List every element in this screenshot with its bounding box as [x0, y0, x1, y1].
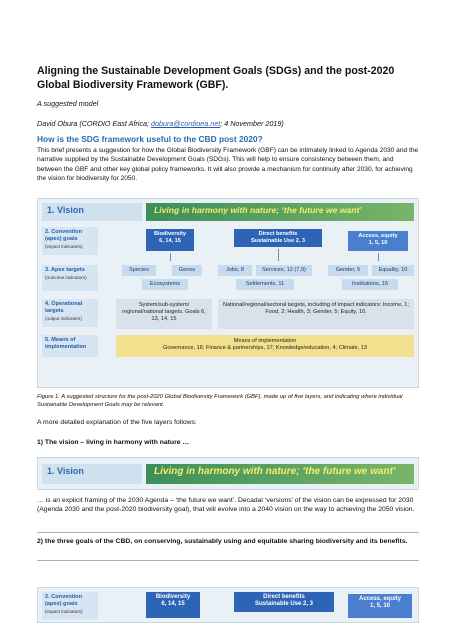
goals-strip	[37, 587, 419, 623]
goals-strip-biodiversity-label: Biodiversity	[155, 594, 191, 600]
target-genes: Genes	[172, 265, 202, 276]
layer4-label-text: 4. Operational targets	[45, 301, 83, 314]
goals-strip-access-label: Access, equity	[358, 596, 402, 602]
layer5-label: 5. Means of implementation	[42, 335, 98, 357]
layer2-label	[42, 227, 98, 255]
goal-biodiversity-sdgs: 6, 14, 15	[159, 238, 181, 244]
goals-strip-label	[42, 592, 98, 620]
vision-strip-banner: Living in harmony with nature; ‘the future we want’	[146, 464, 414, 484]
layer2-heading: 2) the three goals of the CBD, on conserving, sustainably using and equitable sharing biodiversity and its benefits.	[37, 538, 408, 545]
figure-1	[37, 198, 419, 388]
goals-strip-access-sdgs: 1, 5, 10	[369, 603, 390, 609]
target-equality: Equality, 10	[372, 265, 414, 276]
target-settlements: Settlements, 11	[236, 279, 294, 290]
goal-access-equity	[348, 231, 408, 251]
layer3-label	[42, 265, 98, 291]
goals-strip-biodiversity-sdgs: 6, 14, 15	[161, 601, 185, 607]
goals-strip-access	[348, 594, 412, 618]
layer4-label	[42, 299, 98, 327]
goals-strip-direct-label: Direct benefits	[263, 594, 305, 600]
vision-label: 1. Vision	[42, 203, 142, 221]
goals-strip-direct-sub: Sustainable Use 2, 3	[254, 601, 314, 607]
target-jobs: Jobs, 8	[218, 265, 252, 276]
divider-top	[37, 532, 419, 533]
layer2-sub: (impact indicators)	[45, 244, 83, 249]
goals-strip-biodiversity	[146, 592, 200, 618]
goals-strip-label-text: 2. Convention (apex) goals	[45, 594, 82, 607]
more-detailed-text: A more detailed explanation of the five layers follows:	[37, 419, 197, 426]
means-of-implementation-box	[116, 335, 414, 357]
layer1-heading: 1) The vision – living in harmony with nature …	[37, 439, 190, 446]
document-subtitle: A suggested model	[37, 99, 99, 108]
vision-strip	[37, 457, 419, 490]
goal-access-label: Access, equity	[358, 233, 398, 239]
divider-bottom	[37, 560, 419, 561]
vision-strip-label: 1. Vision	[42, 464, 142, 484]
intro-paragraph: This brief presents a suggestion for how the Global Biodiversity Framework (GBF) can be intimately linked to Agenda 2030 and the narrative supplied by the Sustainable Development Goals (SDGs). This will help to ensure consistency between them, and between the GBF and other key global policy frameworks. It will also provide a mechanism for continuity after 2030, for achieving the vision for biodiversity for 2050.	[37, 147, 419, 183]
target-services: Services, 12 (7,9)	[256, 265, 312, 276]
figure-caption: Figure 1. A suggested structure for the post-2020 Global Biodiversity Framework (GBF), made up of five layers, and indicating where individual Sustainable Development Goals may be relevant.	[37, 394, 403, 408]
author-email-link[interactable]: dobura@cordioea.net	[150, 119, 221, 128]
means-text: Governance, 16; Finance & partnerships, 17; Knowledge/education, 4; Climate, 13	[163, 345, 367, 351]
goal-biodiversity	[146, 229, 194, 251]
section-heading: How is the SDG framework useful to the CBD post 2020?	[37, 134, 263, 144]
goal-access-sdgs: 1, 5, 10	[368, 240, 388, 246]
goal-direct-sub: Sustainable Use 2, 3	[250, 238, 306, 244]
layer3-label-text: 3. Apex targets	[45, 267, 85, 273]
goal-direct-label: Direct benefits	[258, 231, 298, 237]
goal-direct-benefits	[234, 229, 322, 247]
operational-targets-right: National/regional/sectoral targets, including of impact indicators: Income, 1; Food, 2; Health, 3; Gender, 5; Equity, 10.	[218, 299, 414, 329]
goal-biodiversity-label: Biodiversity	[153, 231, 187, 237]
document-title: Aligning the Sustainable Development Goals (SDGs) and the post-2020 Global Biodiversity Framework (GBF).	[37, 65, 395, 91]
layer2-label-text: 2. Convention (apex) goals	[45, 229, 82, 242]
target-species: Species	[122, 265, 156, 276]
layer3-sub: (outcome indicators)	[45, 275, 87, 280]
vision-banner: Living in harmony with nature; ‘the future we want’	[146, 203, 414, 221]
goals-strip-direct	[234, 592, 334, 612]
goals-strip-sub: (impact indicators)	[45, 609, 83, 614]
layer1-paragraph: … is an explicit framing of the 2030 Agenda – ‘the future we want’. Decadal ‘versions’ of the vision can be expressed for 2030 (Agenda 2030 and the post-2020 biodiversity goal), that will evolve into a 2040 vision on the way to achieving the 2050 vision.	[37, 497, 415, 514]
layer4-sub: (output indicators)	[45, 316, 82, 321]
author-line	[37, 119, 284, 128]
author-suffix: ; 4 November 2019)	[220, 119, 284, 128]
author-prefix: David Obura (CORDIO East Africa;	[37, 119, 151, 128]
target-institutions: Institutions, 16	[342, 279, 398, 290]
operational-targets-left: System/sub-system/ regional/national targets. Goals 6, 13, 14, 15	[116, 299, 212, 329]
target-gender: Gender, 5	[328, 265, 368, 276]
target-ecosystems: Ecosystems	[142, 279, 188, 290]
means-title: Means of implementation	[233, 338, 297, 344]
